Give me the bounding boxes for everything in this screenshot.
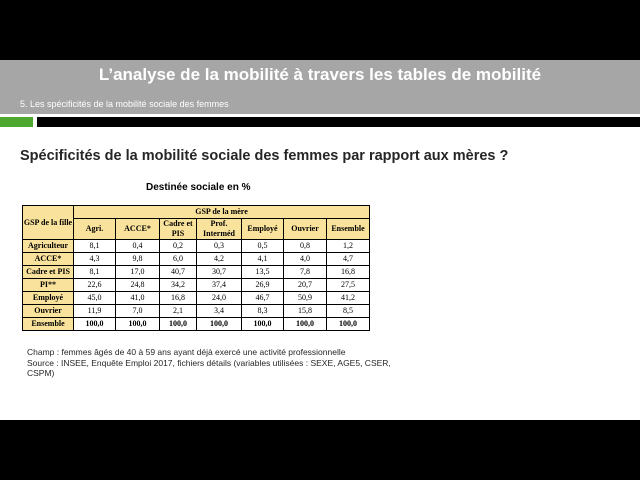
row-label: Cadre et PIS [23,266,74,279]
table-cell: 24,8 [116,279,160,292]
table-cell: 0,2 [160,240,197,253]
table-row [23,292,370,305]
source-note: Source : INSEE, Enquête Emploi 2017, fichiers détails (variables utilisées : SEXE, AGE5, CSER, CSPM) [27,357,391,378]
table-cell: 100,0 [197,318,242,331]
row-label: Agriculteur [23,240,74,253]
table-cell: 1,2 [327,240,370,253]
table-cell: 34,2 [160,279,197,292]
table-cell: 11,9 [74,305,116,318]
table-row-total [23,318,370,331]
black-divider-bar [37,117,640,127]
slide-subtitle: 5. Les spécificités de la mobilité sociale des femmes [20,99,229,109]
table-cell: 50,9 [284,292,327,305]
table-cell: 4,3 [74,253,116,266]
table-cell: 7,0 [116,305,160,318]
table-cell: 16,8 [327,266,370,279]
slide-question: Spécificités de la mobilité sociale des femmes par rapport aux mères ? [20,148,509,164]
table-cell: 40,7 [160,266,197,279]
table-cell: 4,1 [242,253,284,266]
row-header-label: GSP de la fille [23,206,74,240]
table-row [23,266,370,279]
table-cell: 37,4 [197,279,242,292]
table-cell: 0,8 [284,240,327,253]
table-row [23,305,370,318]
table-cell: 7,8 [284,266,327,279]
slide [0,60,640,420]
table-cell: 8,1 [74,266,116,279]
column-header: Prof. Interméd [197,219,242,240]
table-cell: 0,5 [242,240,284,253]
table-cell: 100,0 [327,318,370,331]
column-header: Agri. [74,219,116,240]
table-cell: 100,0 [116,318,160,331]
table-cell: 46,7 [242,292,284,305]
table-cell: 0,4 [116,240,160,253]
table-cell: 41,2 [327,292,370,305]
table-notes [27,347,397,379]
column-header: Employé [242,219,284,240]
table-cell: 8,5 [327,305,370,318]
row-label: Employé [23,292,74,305]
column-header: ACCE* [116,219,160,240]
row-label: ACCE* [23,253,74,266]
table-cell: 4,2 [197,253,242,266]
table-cell: 100,0 [284,318,327,331]
table-cell: 30,7 [197,266,242,279]
slide-title: L’analyse de la mobilité à travers les tables de mobilité [98,65,542,84]
table-row [23,253,370,266]
table-cell: 22,6 [74,279,116,292]
table-cell: 9,8 [116,253,160,266]
table-cell: 8,3 [242,305,284,318]
column-header: Cadre et PIS [160,219,197,240]
table-cell: 15,8 [284,305,327,318]
table-cell: 100,0 [74,318,116,331]
column-header: Ensemble [327,219,370,240]
table-caption: Destinée sociale en % [146,182,251,193]
table-cell: 4,7 [327,253,370,266]
table-cell: 0,3 [197,240,242,253]
table-cell: 13,5 [242,266,284,279]
table-cell: 41,0 [116,292,160,305]
column-header: Ouvrier [284,219,327,240]
table-row [23,279,370,292]
column-group-label: GSP de la mère [74,206,370,219]
table-cell: 24,0 [197,292,242,305]
table-cell: 2,1 [160,305,197,318]
slide-header [0,60,640,114]
table-cell: 27,5 [327,279,370,292]
table-cell: 100,0 [160,318,197,331]
mobility-table [22,205,370,331]
table-cell: 8,1 [74,240,116,253]
table-cell: 100,0 [242,318,284,331]
row-label: PI** [23,279,74,292]
row-label: Ensemble [23,318,74,331]
table-cell: 3,4 [197,305,242,318]
table-cell: 16,8 [160,292,197,305]
table-cell: 20,7 [284,279,327,292]
champ-note: Champ : femmes âgés de 40 à 59 ans ayant déjà exercé une activité professionnelle [27,347,346,357]
table-cell: 4,0 [284,253,327,266]
table-cell: 45,0 [74,292,116,305]
table-cell: 26,9 [242,279,284,292]
table-cell: 17,0 [116,266,160,279]
row-label: Ouvrier [23,305,74,318]
green-accent-bar [0,117,33,127]
table-cell: 6,0 [160,253,197,266]
table-row [23,240,370,253]
